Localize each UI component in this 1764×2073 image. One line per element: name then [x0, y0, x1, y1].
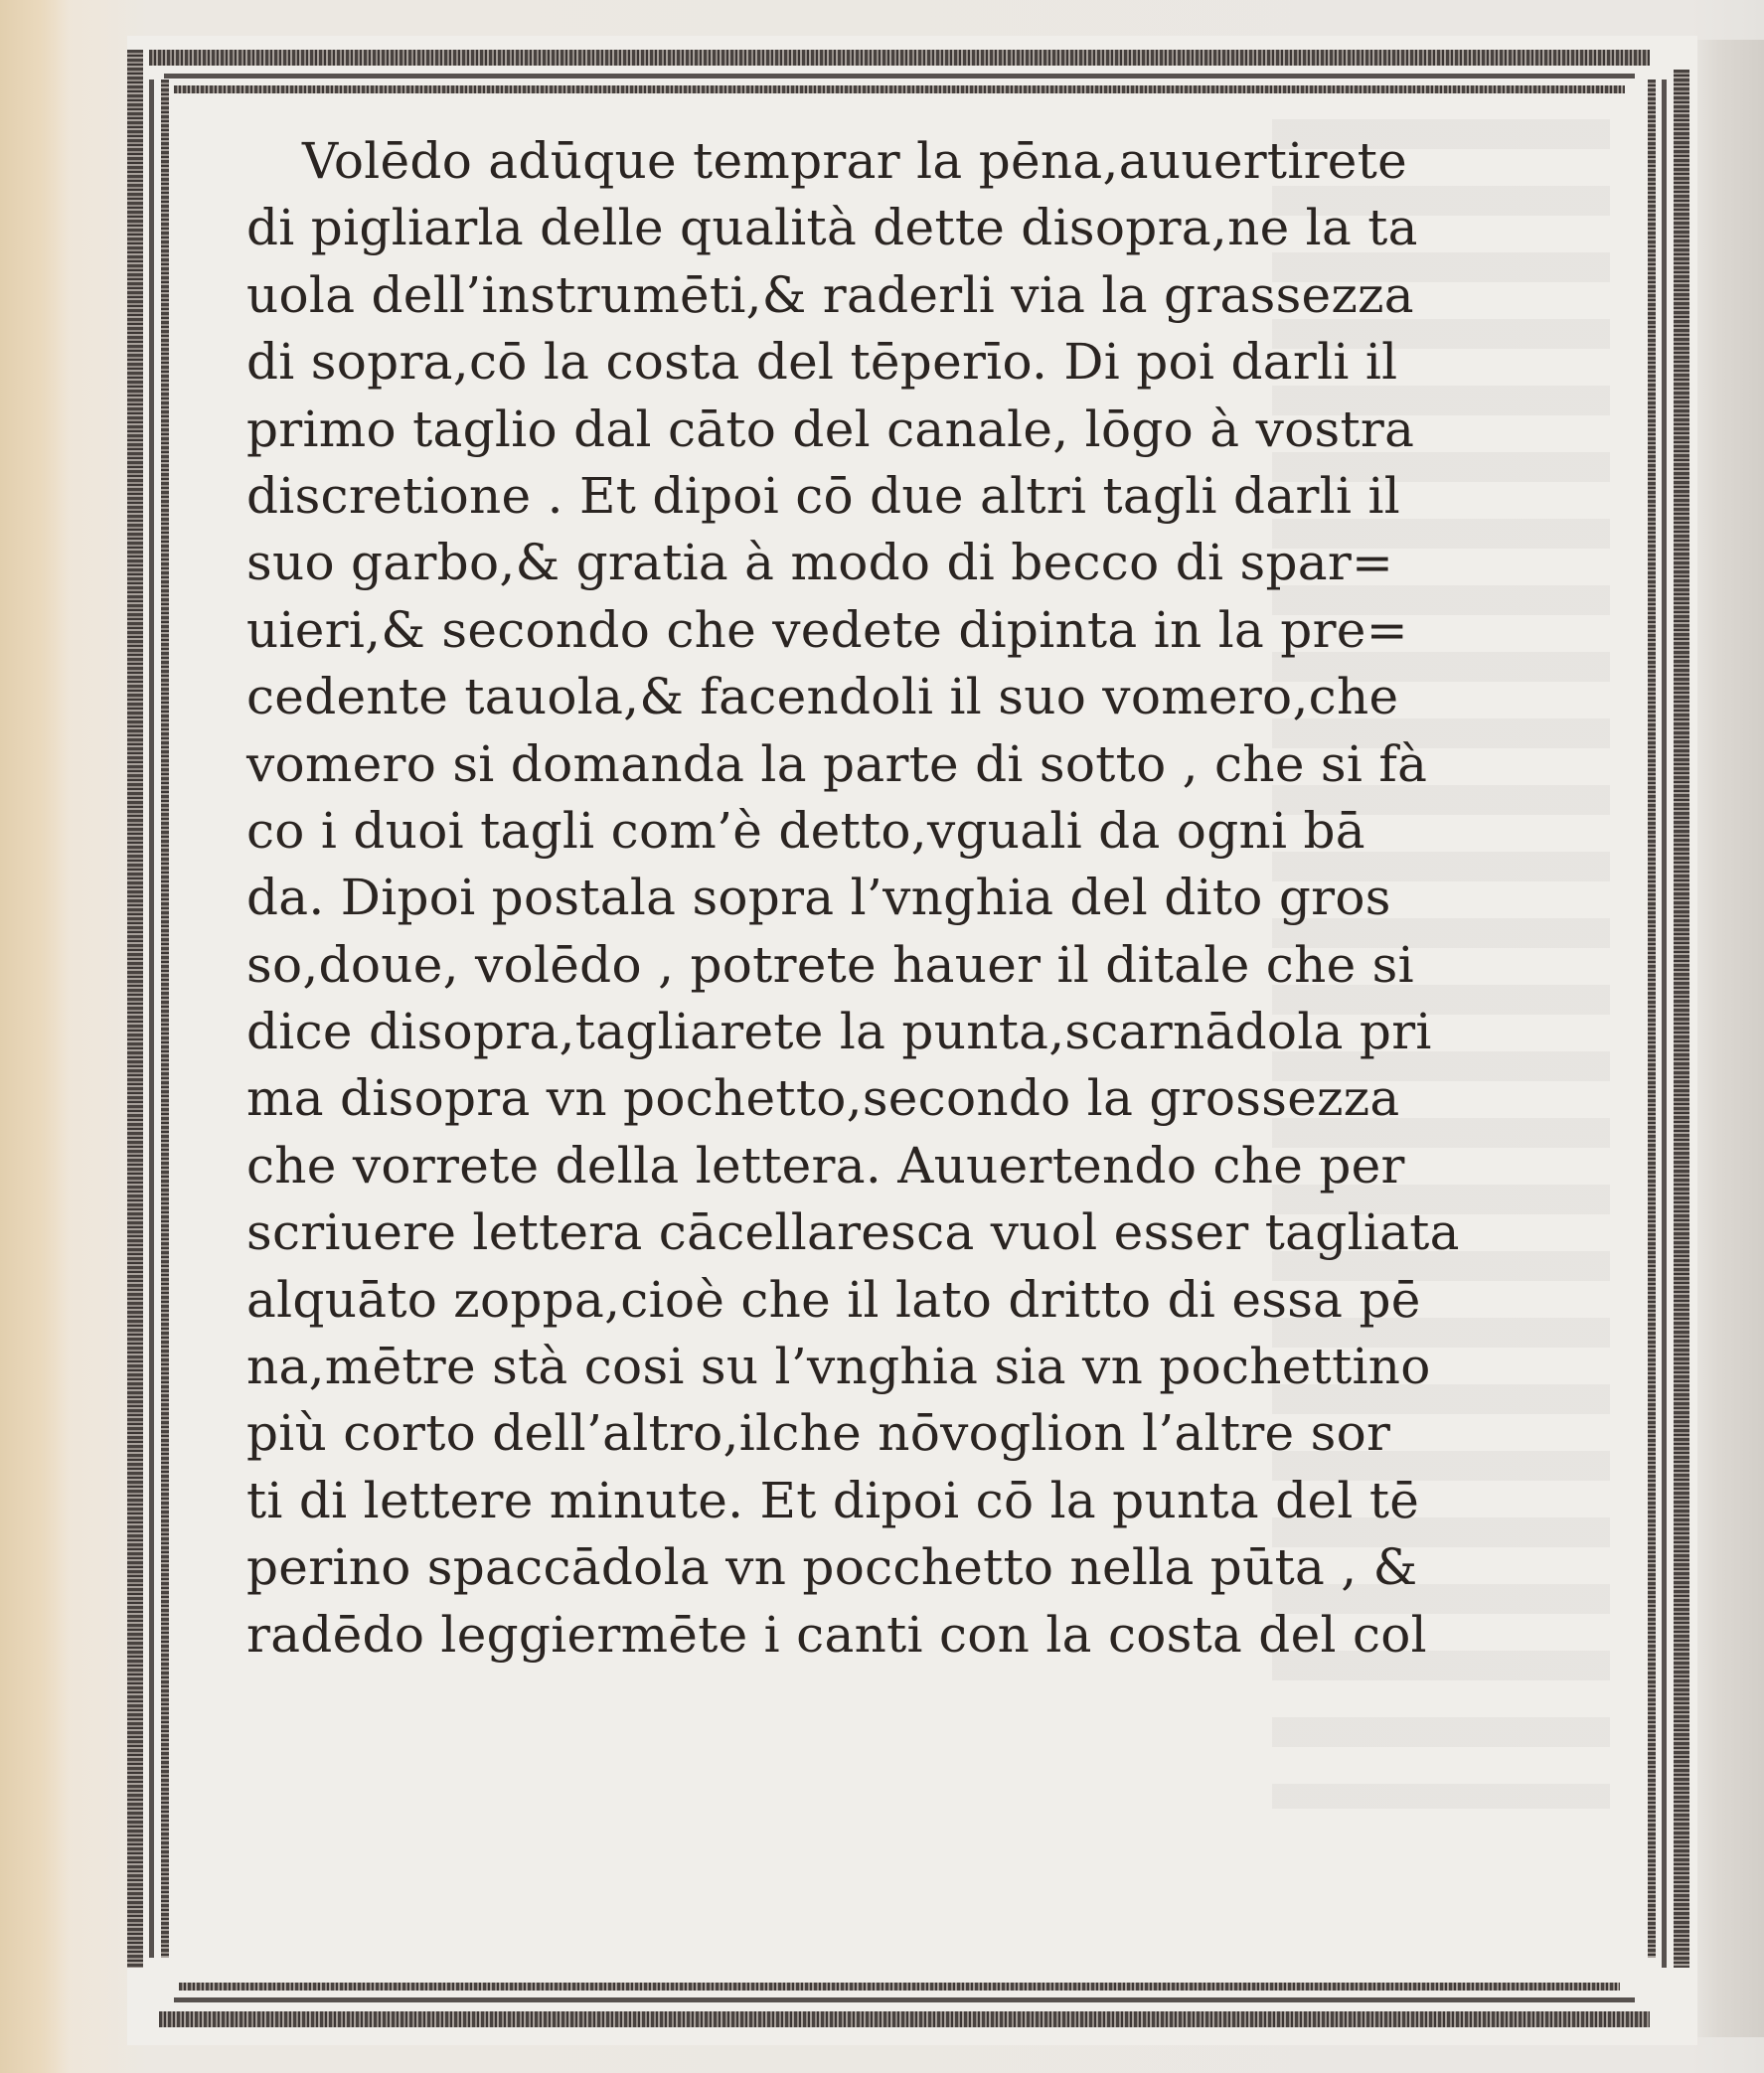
- text-line: ti di lettere minute. Et dipoi cō la punta del tē: [246, 1471, 1420, 1529]
- text-line: na,mētre stà cosi su l’vnghia sia vn pochettino: [246, 1338, 1431, 1396]
- left-border-rule: [149, 80, 154, 1958]
- top-border-ornament: [149, 50, 1650, 66]
- body-text: [246, 131, 1598, 1672]
- facing-page-edge: [0, 0, 70, 2073]
- text-line: vomero si domanda la parte di sotto , che si fà: [246, 734, 1428, 793]
- text-line: dice disopra,tagliarete la punta,scarnādola pri: [246, 1003, 1432, 1061]
- text-line: perino spaccādola vn pocchetto nella pūta , &: [246, 1538, 1418, 1597]
- page-shadow: [1689, 40, 1764, 2037]
- text-line: di pigliarla delle qualità dette disopra,ne la ta: [246, 199, 1418, 257]
- right-border-ornament-inner: [1648, 80, 1656, 1958]
- left-border-ornament: [127, 50, 143, 1968]
- text-line: suo garbo,& gratia à modo di becco di spar=: [246, 534, 1394, 592]
- text-line: so,doue, volēdo , potrete hauer il ditale che si: [246, 935, 1414, 994]
- text-line: che vorrete della lettera. Auuertendo che per: [246, 1136, 1405, 1195]
- bottom-border-ornament-inner: [179, 1983, 1620, 1991]
- text-line: radēdo leggiermēte i canti con la costa del col: [246, 1605, 1427, 1664]
- text-line: alquāto zoppa,cioè che il lato dritto di essa pē: [246, 1270, 1421, 1329]
- right-border-rule: [1662, 80, 1667, 1968]
- bottom-border-ornament: [159, 2011, 1650, 2027]
- text-line: da. Dipoi postala sopra l’vnghia del dito gros: [246, 869, 1391, 927]
- text-line: cedente tauola,& facendoli il suo vomero,che: [246, 668, 1399, 726]
- right-border-ornament: [1674, 70, 1689, 1968]
- left-border-ornament-inner: [161, 80, 169, 1958]
- text-line: uola dell’instrumēti,& raderli via la grassezza: [246, 265, 1414, 324]
- text-line: più corto dell’altro,ilche nōvoglion l’altre sor: [246, 1404, 1391, 1463]
- text-line: primo taglio dal cāto del canale, lōgo à vostra: [246, 399, 1415, 458]
- text-line: ma disopra vn pochetto,secondo la grossezza: [246, 1069, 1400, 1128]
- text-line: scriuere lettera cācellaresca vuol esser tagliata: [246, 1203, 1460, 1262]
- text-line: co i duoi tagli com’è detto,vguali da ogni bā: [246, 801, 1365, 860]
- bottom-border-rule: [174, 1997, 1635, 2002]
- top-border-ornament-inner: [174, 85, 1625, 93]
- text-line: di sopra,cō la costa del tēperīo. Di poi darli il: [246, 333, 1398, 392]
- text-line: Volēdo adūque temprar la pēna,auuertirete: [302, 132, 1407, 190]
- top-border-rule: [164, 74, 1635, 79]
- text-line: uieri,& secondo che vedete dipinta in la pre=: [246, 600, 1408, 659]
- text-line: discretione . Et dipoi cō due altri tagli darli il: [246, 466, 1401, 525]
